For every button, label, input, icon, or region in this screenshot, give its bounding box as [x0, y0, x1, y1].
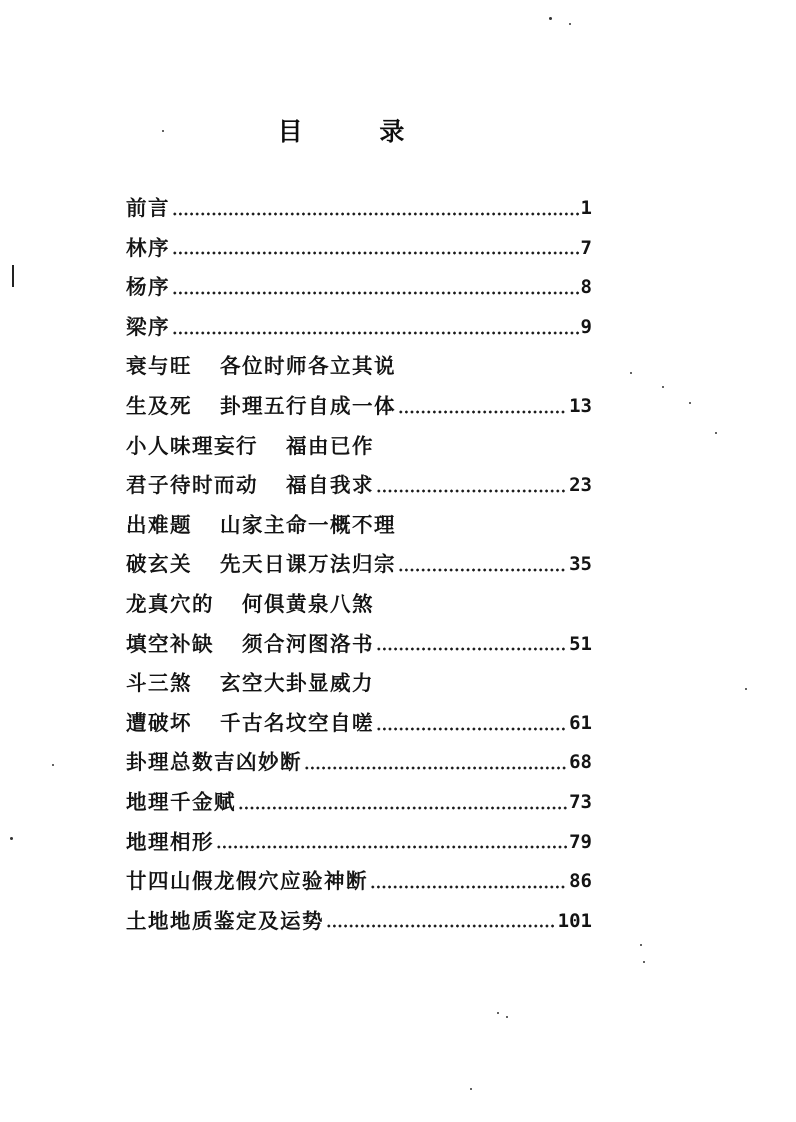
dot-leader	[376, 466, 567, 506]
toc-entry-title	[126, 545, 396, 585]
dot-leader	[398, 545, 567, 585]
toc-entry	[126, 664, 626, 704]
toc-entry-title-sub: 山家主命一概不理	[220, 512, 396, 537]
toc-entry-title-main: 林序	[126, 235, 170, 260]
dot-leader	[216, 822, 567, 862]
toc-entry-title-main: 衰与旺	[126, 354, 192, 379]
toc-entry	[126, 704, 626, 744]
scan-speck	[630, 372, 632, 374]
toc-entry-title	[126, 783, 236, 823]
toc-page-number: 61	[569, 711, 592, 734]
toc-entry-title	[126, 229, 170, 269]
scan-speck	[506, 1016, 508, 1018]
toc-page-number: 23	[569, 474, 592, 497]
toc-entry-title	[126, 664, 374, 704]
toc-entry-title-main: 杨序	[126, 275, 170, 300]
toc-entry-title-sub: 福自我求	[286, 473, 374, 498]
toc-entry	[126, 466, 626, 506]
dot-leader	[370, 862, 567, 902]
toc-entry	[126, 585, 626, 625]
dot-leader	[376, 704, 567, 744]
scan-speck	[10, 837, 13, 840]
scan-speck	[52, 764, 54, 766]
toc-entry-title-sub: 须合河图洛书	[242, 631, 374, 656]
toc-page-number: 51	[569, 632, 592, 655]
toc-page-number: 7	[580, 236, 592, 259]
toc-entry-title-sub: 福由已作	[286, 433, 374, 458]
toc-entry-title-main: 地理相形	[126, 829, 214, 854]
toc-entry-title	[126, 862, 368, 902]
scan-speck	[569, 23, 571, 25]
toc-entry-title	[126, 427, 374, 467]
toc-entry-title	[126, 823, 214, 863]
toc-entry-title-main: 破玄关	[126, 552, 192, 577]
toc-entry-title-main: 出难题	[126, 512, 192, 537]
toc-page-number: 35	[569, 553, 592, 576]
toc-entry-title	[126, 743, 302, 783]
scan-speck	[162, 130, 164, 132]
toc-entry-title-main: 龙真穴的	[126, 591, 214, 616]
toc-page-number: 9	[580, 315, 592, 338]
toc-entry-title-sub: 玄空大卦显威力	[220, 671, 374, 696]
toc-entry-title-main: 廿四山假龙假穴应验神断	[126, 869, 368, 894]
dot-leader	[376, 624, 567, 664]
dot-leader	[398, 387, 567, 427]
toc-entry-title-sub: 千古名坟空自嗟	[220, 710, 374, 735]
toc-entry	[126, 229, 626, 269]
toc-entry-title	[126, 189, 170, 229]
toc-entry-title-sub: 何俱黄泉八煞	[242, 591, 374, 616]
toc-entry-title-main: 土地地质鉴定及运势	[126, 908, 324, 933]
toc-entry	[126, 823, 626, 863]
toc-entry	[126, 427, 626, 467]
dot-leader	[172, 268, 579, 308]
toc-entry-title	[126, 466, 374, 506]
dot-leader	[326, 901, 556, 941]
toc-entry	[126, 506, 626, 546]
toc-entry	[126, 625, 626, 665]
toc-entry-title	[126, 625, 374, 665]
dot-leader	[304, 743, 567, 783]
toc-page-number: 8	[580, 276, 592, 299]
toc-entry-title	[126, 387, 396, 427]
toc-entry-title-main: 小人味理妄行	[126, 433, 258, 458]
toc-entry-title-sub: 各位时师各立其说	[220, 354, 396, 379]
toc-entry	[126, 743, 626, 783]
toc-entry-title-main: 填空补缺	[126, 631, 214, 656]
toc-entry-title-main: 斗三煞	[126, 671, 192, 696]
toc-entry	[126, 347, 626, 387]
toc-entry	[126, 189, 626, 229]
toc-entry	[126, 783, 626, 823]
toc-page-number: 73	[569, 790, 592, 813]
table-of-contents	[126, 189, 626, 941]
toc-entry-title	[126, 308, 170, 348]
toc-entry-title-main: 前言	[126, 196, 170, 220]
toc-page-number: 79	[569, 830, 592, 853]
toc-entry	[126, 268, 626, 308]
toc-page-number: 68	[569, 751, 592, 774]
dot-leader	[172, 189, 579, 229]
scan-speck	[715, 432, 717, 434]
toc-entry-title	[126, 902, 324, 942]
scan-mark	[12, 265, 14, 287]
toc-page-number: 1	[580, 197, 592, 219]
toc-entry-title	[126, 506, 396, 546]
toc-entry	[126, 902, 626, 942]
toc-page-number: 13	[569, 394, 592, 417]
toc-entry-title-sub: 先天日课万法归宗	[220, 552, 396, 577]
scan-speck	[549, 17, 552, 20]
dot-leader	[238, 783, 567, 823]
scan-speck	[497, 1012, 499, 1014]
toc-entry-title-sub: 卦理五行自成一体	[220, 393, 396, 418]
toc-page-number: 86	[569, 870, 592, 893]
toc-entry-title	[126, 268, 170, 308]
scan-speck	[689, 402, 691, 404]
dot-leader	[172, 308, 579, 348]
toc-entry-title-main: 卦理总数吉凶妙断	[126, 750, 302, 775]
toc-entry-title-main: 梁序	[126, 314, 170, 339]
toc-page-number: 101	[557, 909, 592, 932]
dot-leader	[172, 228, 579, 268]
scan-speck	[662, 386, 664, 388]
toc-entry-title	[126, 347, 396, 387]
scan-speck	[643, 961, 645, 963]
toc-entry-title-main: 生及死	[126, 393, 192, 418]
scan-speck	[640, 944, 642, 946]
toc-entry	[126, 308, 626, 348]
scan-speck	[470, 1088, 472, 1090]
toc-entry-title-main: 遭破坏	[126, 710, 192, 735]
toc-entry	[126, 387, 626, 427]
toc-entry-title	[126, 585, 374, 625]
toc-entry	[126, 862, 626, 902]
toc-entry	[126, 545, 626, 585]
page-title: 目 录	[277, 117, 439, 146]
toc-entry-title	[126, 704, 374, 744]
scan-speck	[745, 688, 747, 690]
toc-entry-title-main: 地理千金赋	[126, 789, 236, 814]
toc-entry-title-main: 君子待时而动	[126, 473, 258, 498]
